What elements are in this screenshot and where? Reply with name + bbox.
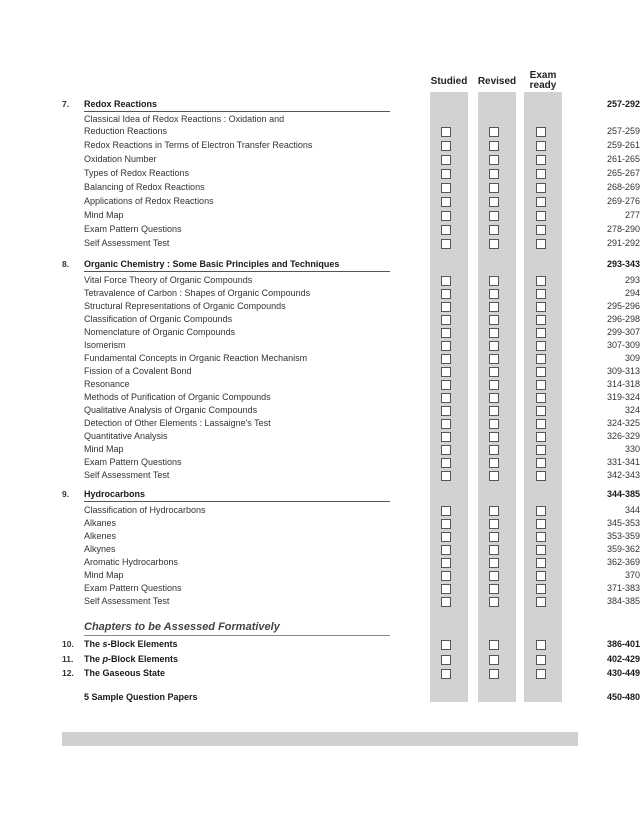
topic-label: Qualitative Analysis of Organic Compounds bbox=[84, 405, 258, 415]
studied-checkbox[interactable] bbox=[441, 127, 451, 137]
revised-checkbox[interactable] bbox=[489, 127, 499, 137]
topic-label: Oxidation Number bbox=[84, 154, 157, 164]
studied-checkbox[interactable] bbox=[441, 458, 451, 468]
studied-checkbox[interactable] bbox=[441, 445, 451, 455]
topic-pages: 291-292 bbox=[606, 238, 640, 248]
revised-checkbox[interactable] bbox=[489, 571, 499, 581]
revised-checkbox[interactable] bbox=[489, 669, 499, 679]
topic-pages: 326-329 bbox=[606, 431, 640, 441]
sample-papers-label: 5 Sample Question Papers bbox=[84, 692, 198, 702]
topic-label: Self Assessment Test bbox=[84, 238, 170, 248]
chapter-title: Organic Chemistry : Some Basic Principles and Techniques bbox=[84, 259, 340, 269]
topic-label: Self Assessment Test bbox=[84, 596, 170, 606]
studied-checkbox[interactable] bbox=[441, 432, 451, 442]
title-prefix: The Gaseous State bbox=[84, 668, 166, 678]
studied-column-header: Studied bbox=[430, 76, 468, 87]
studied-checkbox[interactable] bbox=[441, 328, 451, 338]
topic-pages: 265-267 bbox=[606, 168, 640, 178]
revised-checkbox[interactable] bbox=[489, 367, 499, 377]
studied-checkbox[interactable] bbox=[441, 584, 451, 594]
studied-checkbox[interactable] bbox=[441, 406, 451, 416]
studied-checkbox[interactable] bbox=[441, 315, 451, 325]
topic-label: Structural Representations of Organic Compounds bbox=[84, 301, 286, 311]
topic-pages: 384-385 bbox=[606, 596, 640, 606]
exam-ready-checkbox[interactable] bbox=[536, 302, 546, 312]
studied-checkbox[interactable] bbox=[441, 571, 451, 581]
topic-pages: 259-261 bbox=[606, 140, 640, 150]
studied-checkbox[interactable] bbox=[441, 506, 451, 516]
topic-label: Fundamental Concepts in Organic Reaction Mechanism bbox=[84, 353, 308, 363]
revised-checkbox[interactable] bbox=[489, 532, 499, 542]
topic-pages: 319-324 bbox=[606, 392, 640, 402]
topic-pages: 371-383 bbox=[606, 583, 640, 593]
topic-pages: 324-325 bbox=[606, 418, 640, 428]
title-italic: p bbox=[102, 654, 109, 664]
topic-label: Mind Map bbox=[84, 210, 124, 220]
revised-checkbox[interactable] bbox=[489, 225, 499, 235]
revised-checkbox[interactable] bbox=[489, 640, 499, 650]
exam-ready-checkbox[interactable] bbox=[536, 380, 546, 390]
title-suffix: -Block Elements bbox=[108, 654, 179, 664]
revised-column-header: Revised bbox=[477, 76, 517, 87]
studied-checkbox[interactable] bbox=[441, 183, 451, 193]
topic-label: Redox Reactions in Terms of Electron Transfer Reactions bbox=[84, 140, 313, 150]
studied-checkbox[interactable] bbox=[441, 471, 451, 481]
topic-label: Alkanes bbox=[84, 518, 117, 528]
topic-pages: 268-269 bbox=[606, 182, 640, 192]
studied-checkbox[interactable] bbox=[441, 225, 451, 235]
exam-ready-checkbox[interactable] bbox=[536, 127, 546, 137]
topic-pages: 314-318 bbox=[606, 379, 640, 389]
studied-checkbox[interactable] bbox=[441, 597, 451, 607]
topic-label: Alkynes bbox=[84, 544, 116, 554]
exam-ready-checkbox[interactable] bbox=[536, 225, 546, 235]
topic-label: Classical Idea of Redox Reactions : Oxidation and bbox=[84, 114, 285, 124]
exam-ready-checkbox[interactable] bbox=[536, 584, 546, 594]
revised-checkbox[interactable] bbox=[489, 169, 499, 179]
chapter-number: 10. bbox=[62, 639, 74, 649]
revised-checkbox[interactable] bbox=[489, 341, 499, 351]
revised-checkbox[interactable] bbox=[489, 197, 499, 207]
topic-pages: 295-296 bbox=[606, 301, 640, 311]
studied-checkbox[interactable] bbox=[441, 155, 451, 165]
exam-ready-checkbox[interactable] bbox=[536, 445, 546, 455]
topic-label: Alkenes bbox=[84, 531, 117, 541]
exam-ready-checkbox[interactable] bbox=[536, 519, 546, 529]
exam-ready-checkbox[interactable] bbox=[536, 532, 546, 542]
topic-pages: 269-276 bbox=[606, 196, 640, 206]
topic-pages: 345-353 bbox=[606, 518, 640, 528]
topic-pages: 370 bbox=[624, 570, 640, 580]
exam-ready-checkbox[interactable] bbox=[536, 419, 546, 429]
exam-ready-checkbox[interactable] bbox=[536, 211, 546, 221]
chapter-pages: 344-385 bbox=[606, 489, 640, 499]
topic-label: Nomenclature of Organic Compounds bbox=[84, 327, 236, 337]
revised-checkbox[interactable] bbox=[489, 276, 499, 286]
exam-ready-checkbox[interactable] bbox=[536, 197, 546, 207]
revised-checkbox[interactable] bbox=[489, 183, 499, 193]
exam-ready-checkbox[interactable] bbox=[536, 458, 546, 468]
chapter-rule bbox=[84, 111, 390, 112]
revised-checkbox[interactable] bbox=[489, 302, 499, 312]
revised-checkbox[interactable] bbox=[489, 289, 499, 299]
topic-pages: 324 bbox=[624, 405, 640, 415]
chapter-title: Redox Reactions bbox=[84, 99, 158, 109]
studied-checkbox[interactable] bbox=[441, 141, 451, 151]
topic-pages: 296-298 bbox=[606, 314, 640, 324]
topic-pages: 307-309 bbox=[606, 340, 640, 350]
chapter-pages: 386-401 bbox=[606, 639, 640, 649]
topic-label: Exam Pattern Questions bbox=[84, 224, 182, 234]
studied-checkbox[interactable] bbox=[441, 354, 451, 364]
chapter-rule bbox=[84, 271, 390, 272]
exam-ready-checkbox[interactable] bbox=[536, 276, 546, 286]
topic-pages: 277 bbox=[624, 210, 640, 220]
topic-label: Mind Map bbox=[84, 570, 124, 580]
topic-pages: 353-359 bbox=[606, 531, 640, 541]
exam-ready-checkbox[interactable] bbox=[536, 640, 546, 650]
revised-checkbox[interactable] bbox=[489, 471, 499, 481]
studied-checkbox[interactable] bbox=[441, 239, 451, 249]
revised-checkbox[interactable] bbox=[489, 155, 499, 165]
exam-ready-checkbox[interactable] bbox=[536, 341, 546, 351]
topic-pages: 362-369 bbox=[606, 557, 640, 567]
chapter-number: 11. bbox=[62, 654, 74, 664]
topic-pages: 330 bbox=[624, 444, 640, 454]
sample-papers-pages: 450-480 bbox=[606, 692, 640, 702]
studied-checkbox[interactable] bbox=[441, 276, 451, 286]
revised-checkbox[interactable] bbox=[489, 211, 499, 221]
studied-checkbox[interactable] bbox=[441, 419, 451, 429]
studied-checkbox[interactable] bbox=[441, 211, 451, 221]
revised-checkbox[interactable] bbox=[489, 458, 499, 468]
topic-pages: 294 bbox=[624, 288, 640, 298]
studied-checkbox[interactable] bbox=[441, 393, 451, 403]
chapter-number: 7. bbox=[62, 99, 70, 109]
revised-checkbox[interactable] bbox=[489, 354, 499, 364]
topic-pages: 261-265 bbox=[606, 154, 640, 164]
exam-ready-checkbox[interactable] bbox=[536, 315, 546, 325]
chapter-pages: 257-292 bbox=[606, 99, 640, 109]
revised-checkbox[interactable] bbox=[489, 380, 499, 390]
topic-label: Types of Redox Reactions bbox=[84, 168, 190, 178]
topic-label: Classification of Hydrocarbons bbox=[84, 505, 206, 515]
topic-label: Detection of Other Elements : Lassaigne's Test bbox=[84, 418, 271, 428]
exam-ready-header-line2: ready bbox=[529, 80, 557, 91]
exam-ready-checkbox[interactable] bbox=[536, 669, 546, 679]
revised-checkbox[interactable] bbox=[489, 328, 499, 338]
revised-checkbox[interactable] bbox=[489, 419, 499, 429]
revised-checkbox[interactable] bbox=[489, 597, 499, 607]
topic-pages: 309-313 bbox=[606, 366, 640, 376]
exam-ready-checkbox[interactable] bbox=[536, 506, 546, 516]
studied-checkbox[interactable] bbox=[441, 640, 451, 650]
revised-checkbox[interactable] bbox=[489, 406, 499, 416]
studied-checkbox[interactable] bbox=[441, 532, 451, 542]
exam-ready-checkbox[interactable] bbox=[536, 239, 546, 249]
topic-label: Exam Pattern Questions bbox=[84, 583, 182, 593]
studied-checkbox[interactable] bbox=[441, 669, 451, 679]
exam-ready-checkbox[interactable] bbox=[536, 328, 546, 338]
exam-ready-checkbox[interactable] bbox=[536, 393, 546, 403]
exam-ready-checkbox[interactable] bbox=[536, 558, 546, 568]
chapter-rule bbox=[84, 501, 390, 502]
title-prefix: The bbox=[84, 639, 103, 649]
topic-label: Mind Map bbox=[84, 444, 124, 454]
exam-ready-checkbox[interactable] bbox=[536, 406, 546, 416]
topic-pages: 359-362 bbox=[606, 544, 640, 554]
chapter-pages: 402-429 bbox=[606, 654, 640, 664]
revised-checkbox[interactable] bbox=[489, 141, 499, 151]
chapter-number: 12. bbox=[62, 668, 74, 678]
topic-pages: 299-307 bbox=[606, 327, 640, 337]
topic-label: Applications of Redox Reactions bbox=[84, 196, 214, 206]
studied-checkbox[interactable] bbox=[441, 169, 451, 179]
title-prefix: The bbox=[84, 654, 103, 664]
exam-ready-header-line1: Exam bbox=[529, 70, 557, 81]
exam-ready-checkbox[interactable] bbox=[536, 141, 546, 151]
studied-checkbox[interactable] bbox=[441, 341, 451, 351]
exam-ready-checkbox[interactable] bbox=[536, 597, 546, 607]
exam-ready-checkbox[interactable] bbox=[536, 367, 546, 377]
chapter-title: Hydrocarbons bbox=[84, 489, 146, 499]
studied-checkbox[interactable] bbox=[441, 545, 451, 555]
exam-ready-checkbox[interactable] bbox=[536, 571, 546, 581]
topic-pages: 342-343 bbox=[606, 470, 640, 480]
topic-label: Fission of a Covalent Bond bbox=[84, 366, 192, 376]
exam-ready-checkbox[interactable] bbox=[536, 169, 546, 179]
chapter-number: 9. bbox=[62, 489, 70, 499]
topic-label: Self Assessment Test bbox=[84, 470, 170, 480]
revised-checkbox[interactable] bbox=[489, 315, 499, 325]
exam-ready-checkbox[interactable] bbox=[536, 432, 546, 442]
revised-checkbox[interactable] bbox=[489, 519, 499, 529]
revised-checkbox[interactable] bbox=[489, 545, 499, 555]
chapter-number: 8. bbox=[62, 259, 70, 269]
chapter-pages: 430-449 bbox=[606, 668, 640, 678]
topic-label: Exam Pattern Questions bbox=[84, 457, 182, 467]
topic-label-continued: Reduction Reactions bbox=[84, 126, 168, 136]
revised-checkbox[interactable] bbox=[489, 506, 499, 516]
studied-checkbox[interactable] bbox=[441, 380, 451, 390]
title-suffix: -Block Elements bbox=[107, 639, 178, 649]
topic-label: Aromatic Hydrocarbons bbox=[84, 557, 179, 567]
exam-ready-checkbox[interactable] bbox=[536, 655, 546, 665]
formative-heading: Chapters to be Assessed Formatively bbox=[84, 621, 280, 633]
topic-label: Classification of Organic Compounds bbox=[84, 314, 233, 324]
topic-label: Methods of Purification of Organic Compounds bbox=[84, 392, 271, 402]
studied-checkbox[interactable] bbox=[441, 289, 451, 299]
exam-ready-checkbox[interactable] bbox=[536, 545, 546, 555]
topic-label: Isomerism bbox=[84, 340, 126, 350]
exam-ready-checkbox[interactable] bbox=[536, 183, 546, 193]
chapter-pages: 293-343 bbox=[606, 259, 640, 269]
revised-checkbox[interactable] bbox=[489, 584, 499, 594]
exam-ready-checkbox[interactable] bbox=[536, 155, 546, 165]
revised-checkbox[interactable] bbox=[489, 239, 499, 249]
topic-label: Vital Force Theory of Organic Compounds bbox=[84, 275, 253, 285]
topic-label: Balancing of Redox Reactions bbox=[84, 182, 205, 192]
topic-label: Resonance bbox=[84, 379, 130, 389]
exam-ready-checkbox[interactable] bbox=[536, 289, 546, 299]
exam-ready-checkbox[interactable] bbox=[536, 471, 546, 481]
topic-pages: 344 bbox=[624, 505, 640, 515]
topic-pages: 257-259 bbox=[606, 126, 640, 136]
footer-bar bbox=[62, 732, 578, 746]
revised-checkbox[interactable] bbox=[489, 432, 499, 442]
studied-checkbox[interactable] bbox=[441, 558, 451, 568]
exam-ready-checkbox[interactable] bbox=[536, 354, 546, 364]
studied-checkbox[interactable] bbox=[441, 197, 451, 207]
exam-ready-column-header bbox=[518, 71, 568, 91]
formative-rule bbox=[84, 635, 390, 636]
title-italic: s bbox=[102, 639, 108, 649]
topic-pages: 293 bbox=[624, 275, 640, 285]
studied-checkbox[interactable] bbox=[441, 302, 451, 312]
topic-pages: 278-290 bbox=[606, 224, 640, 234]
revised-checkbox[interactable] bbox=[489, 445, 499, 455]
studied-checkbox[interactable] bbox=[441, 655, 451, 665]
revised-checkbox[interactable] bbox=[489, 393, 499, 403]
topic-label: Quantitative Analysis bbox=[84, 431, 168, 441]
studied-checkbox[interactable] bbox=[441, 367, 451, 377]
topic-label: Tetravalence of Carbon : Shapes of Organic Compounds bbox=[84, 288, 311, 298]
topic-pages: 309 bbox=[624, 353, 640, 363]
studied-checkbox[interactable] bbox=[441, 519, 451, 529]
topic-pages: 331-341 bbox=[606, 457, 640, 467]
revised-checkbox[interactable] bbox=[489, 655, 499, 665]
revised-checkbox[interactable] bbox=[489, 558, 499, 568]
